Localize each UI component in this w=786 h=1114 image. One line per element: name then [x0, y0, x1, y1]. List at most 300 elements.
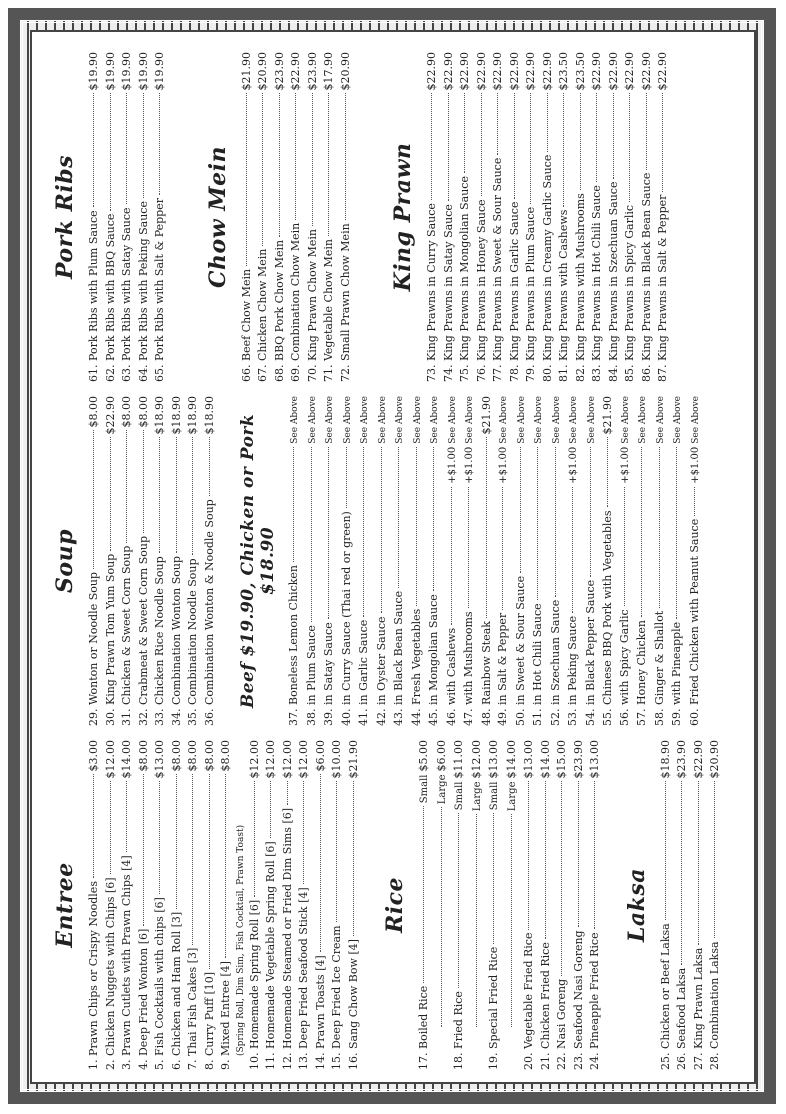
menu-item-name: 30. King Prawn Tom Yum Soup	[103, 553, 117, 726]
menu-item-name: 62. Pork Ribs with BBQ Sauce	[103, 213, 117, 382]
dot-leader	[448, 94, 449, 202]
menu-item-name: 45. in Mongolian Sauce	[427, 594, 440, 726]
section-title-soup: Soup	[52, 529, 78, 593]
column-middle	[46, 396, 704, 726]
menu-item-price: $18.90	[153, 396, 166, 435]
dot-leader	[431, 94, 432, 201]
menu-item-price: $13.00	[588, 740, 601, 779]
dot-leader	[464, 94, 465, 174]
menu-item	[152, 52, 169, 382]
dot-leader	[398, 447, 399, 588]
menu-item-price: $13.00	[153, 740, 166, 779]
dot-leader	[561, 782, 562, 976]
menu-item-name: 86. King Prawns in Black Bean Sauce	[639, 172, 653, 382]
menu-item	[329, 740, 346, 1070]
menu-item-name: 69. Combination Chow Mein	[289, 222, 302, 382]
menu-item-price: $12.00	[297, 740, 310, 779]
menu-item-price: $22.90	[524, 52, 537, 91]
dot-leader	[279, 94, 280, 237]
menu-item	[152, 740, 169, 1070]
menu-item-name: 51. in Hot Chili Sauce	[531, 603, 544, 726]
menu-item-price: See Above	[342, 396, 353, 444]
menu-item	[600, 396, 617, 726]
menu-item-name: 23. Seafood Nasi Goreng	[571, 930, 585, 1070]
menu-item-price: $12.00	[280, 740, 294, 779]
dot-leader	[676, 447, 677, 619]
dot-leader	[514, 94, 515, 199]
menu-item	[86, 396, 103, 726]
dot-leader	[607, 438, 608, 508]
menu-item	[346, 740, 363, 1070]
dot-leader	[416, 447, 417, 606]
dot-leader	[662, 94, 663, 192]
menu-item-price: $18.90	[202, 396, 216, 435]
menu-item-name: 27. King Prawn Laksa	[691, 947, 705, 1070]
dot-leader	[345, 94, 346, 221]
menu-item-name: 15. Deep Fried Ice Cream	[330, 925, 343, 1070]
menu-item-price: $23.90	[272, 52, 286, 91]
menu-item	[136, 740, 153, 1070]
menu-item-name: 63. Pork Ribs with Satay Sauce	[120, 207, 133, 382]
menu-item-price: $22.90	[491, 52, 504, 91]
menu-item-price: See Above	[620, 396, 631, 444]
menu-item-price: $12.00	[103, 740, 117, 779]
menu-item-price: See Above	[499, 396, 509, 444]
menu-item-price: See Above	[447, 396, 458, 444]
menu-item-size: Small	[419, 774, 430, 804]
menu-item	[374, 396, 392, 726]
menu-item	[639, 52, 656, 382]
menu-item-price: $11.00	[452, 740, 465, 779]
dot-leader	[336, 782, 337, 923]
dot-leader	[468, 487, 469, 609]
menu-item-price: $14.00	[120, 740, 133, 779]
section-title-laksa: Laksa	[623, 867, 650, 943]
menu-item-price: $21.90	[601, 396, 614, 435]
menu-item-name: 12. Homemade Steamed or Fried Dim Sims [6]	[280, 808, 294, 1070]
dot-leader	[143, 431, 144, 533]
dot-leader	[192, 438, 193, 556]
menu-item-price: $8.00	[136, 396, 150, 428]
menu-item-name: 68. BBQ Pork Chow Mein	[272, 239, 286, 382]
dot-leader	[520, 447, 521, 573]
menu-item-price: See Above	[586, 396, 597, 444]
menu-item	[255, 52, 272, 382]
menu-item	[239, 52, 256, 382]
menu-item-name: 58. Ginger & Shallot	[652, 610, 666, 726]
menu-item	[530, 396, 548, 726]
menu-item-name: 53. in Peking Sauce	[566, 615, 579, 726]
dot-leader	[93, 775, 94, 879]
menu-item	[416, 740, 434, 1070]
menu-item	[669, 396, 687, 726]
menu-item	[305, 52, 322, 382]
dot-leader	[254, 782, 255, 897]
menu-item	[474, 52, 491, 382]
menu-item	[513, 396, 531, 726]
menu-item-name: 43. in Black Bean Sauce	[392, 590, 405, 726]
menu-item	[556, 52, 573, 382]
soup-list	[86, 396, 218, 726]
menu-item-name: 64. Pork Ribs with Peking Sauce	[136, 201, 150, 382]
king-prawn-list	[424, 52, 672, 382]
dot-leader	[126, 431, 127, 543]
dot-leader	[578, 782, 579, 928]
menu-item-name: 11. Homemade Vegetable Spring Roll [6]	[264, 841, 277, 1070]
dot-leader	[665, 782, 666, 921]
menu-item	[687, 396, 705, 726]
dot-leader	[126, 782, 127, 853]
menu-item	[606, 52, 623, 382]
menu-item-name: 38. in Plum Sauce	[304, 625, 318, 726]
menu-item-price: See Above	[551, 396, 562, 444]
menu-item-price: $22.90	[639, 52, 653, 91]
menu-item-price: $22.90	[458, 52, 471, 91]
dot-leader	[511, 814, 512, 1027]
menu-item-name: 66. Beef Chow Mein	[239, 268, 253, 382]
dot-leader	[659, 447, 660, 608]
menu-item	[86, 52, 103, 382]
laksa-list	[658, 740, 724, 1070]
menu-item-price: $12.00	[469, 740, 483, 779]
menu-item-price: See Above	[690, 396, 701, 444]
dot-leader	[363, 447, 364, 617]
menu-item-size: Small	[489, 781, 500, 811]
menu-item	[587, 740, 604, 1070]
menu-item	[521, 740, 538, 1070]
menu-item	[444, 396, 462, 726]
menu-item	[409, 396, 427, 726]
dot-leader	[110, 94, 111, 211]
menu-item-name: 82. King Prawns with Mushrooms	[573, 193, 587, 382]
dot-leader	[714, 782, 715, 939]
menu-item	[321, 52, 338, 382]
column-left	[46, 740, 724, 1070]
menu-item	[263, 740, 280, 1070]
menu-item	[169, 740, 186, 1070]
menu-item	[321, 396, 339, 726]
dot-leader	[328, 447, 329, 619]
menu-item-price: $8.00	[202, 740, 216, 772]
menu-item-price: $19.90	[153, 52, 166, 91]
dot-leader	[572, 487, 573, 613]
dot-leader	[537, 447, 538, 601]
dot-leader	[225, 775, 226, 959]
section-title-chow-mein: Chow Mein	[204, 146, 231, 288]
section-title-entree: Entree	[52, 862, 78, 948]
menu-item-name: 56. with Spicy Garlic	[617, 609, 631, 726]
menu-item-price: $21.90	[239, 52, 253, 91]
menu-item-price: $22.90	[507, 52, 521, 91]
menu-item-name: 80. King Prawns in Creamy Garlic Sauce	[540, 154, 554, 382]
dot-leader	[159, 782, 160, 895]
dot-leader	[646, 94, 647, 170]
menu-item-surcharge: +$1.00	[619, 446, 631, 484]
menu-item	[658, 740, 675, 1070]
chow-mein-list	[239, 52, 355, 382]
menu-item-price: $22.90	[540, 52, 554, 91]
menu-item	[313, 740, 330, 1070]
dot-leader	[530, 94, 531, 204]
menu-item-name: 55. Chinese BBQ Pork with Vegetables	[601, 510, 614, 726]
menu-item	[424, 52, 441, 382]
dot-leader	[328, 94, 329, 237]
dot-leader	[126, 94, 127, 205]
dot-leader	[594, 782, 595, 930]
menu-item	[548, 396, 566, 726]
entree-list-2	[247, 740, 363, 1070]
menu-item-name: 61. Pork Ribs with Plum Sauce	[87, 210, 100, 382]
menu-item	[589, 52, 606, 382]
menu-item-name: 79. King Prawns in Plum Sauce	[524, 206, 537, 382]
menu-item	[554, 740, 571, 1070]
dot-leader	[381, 447, 382, 614]
column-right	[46, 52, 672, 382]
menu-item	[441, 52, 458, 382]
menu-item-name: 74. King Prawns in Satay Sauce	[441, 204, 455, 382]
mixed-entree-note: (Spring Roll, Dim Sim, Fish Cocktail, Prawn Toast)	[235, 824, 246, 1056]
menu-item-name: 20. Vegetable Fried Rice	[522, 932, 535, 1070]
dot-leader	[481, 94, 482, 197]
menu-item	[451, 740, 469, 1070]
menu-item	[136, 52, 153, 382]
dot-leader	[433, 447, 434, 591]
menu-item-name: 52. in Szechuan Sauce	[548, 599, 562, 726]
menu-item-size: Large	[471, 781, 483, 812]
menu-item	[286, 396, 304, 726]
menu-item	[655, 52, 672, 382]
menu-item	[103, 396, 120, 726]
menu-item	[119, 52, 136, 382]
menu-item	[296, 740, 313, 1070]
menu-item-name: 76. King Prawns in Honey Sauce	[474, 199, 488, 382]
menu-item	[103, 740, 120, 1070]
dot-leader	[624, 487, 625, 607]
menu-item-name: 37. Boneless Lemon Chicken	[287, 565, 300, 726]
menu-item-price: $13.00	[522, 740, 535, 779]
dot-leader	[486, 438, 487, 619]
dot-leader	[246, 94, 247, 266]
bcp-title-b: , Chicken or Pork	[238, 413, 258, 589]
dot-leader	[192, 775, 193, 945]
menu-item-name: 10. Homemade Spring Roll [6]	[247, 899, 261, 1070]
menu-item-price: See Above	[655, 396, 666, 444]
menu-item-name: 59. with Pineapple	[670, 621, 683, 726]
menu-item-name: 22. Nasi Goreng	[555, 978, 568, 1070]
menu-item-price: $22.90	[656, 52, 669, 91]
menu-item-price: $21.90	[346, 740, 360, 779]
dot-leader	[312, 94, 313, 227]
menu-item	[152, 396, 169, 726]
dot-leader	[681, 782, 682, 965]
menu-item	[486, 740, 504, 1070]
menu-item-name: 29. Wonton or Noodle Soup	[87, 572, 100, 726]
menu-item-name: 3. Prawn Cutlets with Prawn Chips [4]	[120, 855, 133, 1070]
dot-leader	[143, 94, 144, 199]
menu-item-price: See Above	[377, 396, 388, 444]
menu-item-price: See Above	[569, 396, 579, 444]
dot-leader	[176, 438, 177, 554]
menu-item-price: $19.90	[120, 52, 133, 91]
menu-item-price: $17.90	[322, 52, 335, 91]
menu-item-name: 26. Seafood Laksa	[675, 967, 688, 1070]
section-title-rice: Rice	[382, 876, 408, 934]
menu-item-price: See Above	[412, 396, 423, 444]
menu-item-price: $14.00	[504, 740, 518, 779]
menu-item-price: $8.00	[120, 396, 133, 428]
menu-item	[136, 396, 153, 726]
menu-item	[272, 52, 289, 382]
dot-leader	[555, 447, 556, 597]
menu-item-name: 5. Fish Cocktails with chips [6]	[153, 897, 166, 1070]
menu-item-name: 60. Fried Chicken with Peanut Sauce	[687, 518, 701, 726]
menu-item	[495, 396, 513, 726]
beef-chicken-pork-list	[286, 396, 704, 726]
menu-item-price: $8.00	[136, 740, 150, 772]
dot-leader	[93, 94, 94, 208]
menu-item-name: 75. King Prawns in Mongolian Sauce	[458, 176, 471, 382]
menu-item	[185, 740, 202, 1070]
menu-item-name: 8. Curry Puff [10]	[202, 971, 216, 1070]
menu-item-name: 6. Chicken and Ham Roll [3]	[169, 911, 183, 1070]
menu-item-name: 81. King Prawns with Cashews	[557, 209, 570, 382]
dot-leader	[311, 447, 312, 622]
menu-item-price: $22.90	[103, 396, 117, 435]
dot-leader	[563, 94, 564, 207]
menu-item-name: 25. Chicken or Beef Laksa	[658, 923, 672, 1070]
menu-item	[571, 740, 588, 1070]
menu-item-name: 35. Combination Noodle Soup	[186, 558, 199, 726]
dot-leader	[270, 782, 271, 839]
dot-leader	[353, 782, 354, 937]
dot-leader	[528, 782, 529, 930]
menu-item-price: $23.90	[675, 740, 688, 779]
rice-list	[416, 740, 604, 1070]
dot-leader	[209, 775, 210, 969]
menu-item-name: 48. Rainbow Steak	[479, 621, 493, 726]
dot-leader	[320, 775, 321, 953]
dot-leader	[493, 813, 494, 944]
menu-item-price: $19.90	[136, 52, 150, 91]
menu-item-name: 14. Prawn Toasts [4]	[313, 955, 327, 1070]
menu-item-price: $8.00	[219, 740, 232, 772]
bcp-title-a: Beef	[238, 656, 258, 709]
menu-item	[356, 396, 374, 726]
menu-item-name: 36. Combination Wonton & Noodle Soup	[202, 499, 216, 726]
menu-item-price: $8.00	[169, 740, 183, 772]
menu-item-name: 83. King Prawns in Hot Chili Sauce	[590, 185, 603, 382]
dot-leader	[629, 94, 630, 202]
menu-item	[490, 52, 507, 382]
menu-item-name: 42. in Oyster Sauce	[374, 616, 388, 726]
menu-item-name: 2. Chicken Nuggets with Chips [6]	[103, 877, 117, 1070]
menu-item-price: $6.00	[434, 740, 448, 772]
rotated-menu-content	[32, 34, 754, 1084]
menu-item-name: 34. Combination Wonton Soup	[169, 556, 183, 726]
menu-item-name: 19. Special Fried Rice	[487, 946, 500, 1070]
menu-item	[218, 740, 235, 1070]
menu-item-surcharge: +$1.00	[498, 446, 509, 484]
menu-item-price: $13.00	[487, 740, 500, 779]
menu-item-name: 18. Fried Rice	[452, 991, 465, 1070]
dot-leader	[423, 806, 424, 983]
menu-item	[247, 740, 264, 1070]
dot-leader	[262, 94, 263, 246]
menu-item-name: 17. Boiled Rice	[417, 985, 430, 1070]
menu-item-price: $5.00	[417, 740, 430, 772]
menu-item-price: $20.90	[256, 52, 269, 91]
bcp-price-a: $19.90	[238, 588, 258, 657]
menu-item-price: $8.00	[186, 740, 199, 772]
menu-item-price: $20.90	[708, 740, 721, 779]
menu-item-price: $15.00	[555, 740, 568, 779]
menu-item-name: 1. Prawn Chips or Crispy Noodles	[87, 881, 100, 1070]
menu-item	[103, 52, 120, 382]
menu-item-name: 70. King Prawn Chow Mein	[305, 229, 319, 382]
dot-leader	[590, 447, 591, 577]
menu-item	[507, 52, 524, 382]
dot-leader	[93, 431, 94, 570]
dot-leader	[110, 782, 111, 875]
dot-leader	[143, 775, 144, 926]
entree-list	[86, 740, 235, 1070]
menu-item	[565, 396, 583, 726]
menu-item-price: $20.90	[338, 52, 352, 91]
pork-ribs-list	[86, 52, 169, 382]
dot-leader	[545, 782, 546, 940]
menu-item-name: 31. Chicken & Sweet Corn Soup	[120, 545, 133, 726]
menu-item-price: $23.90	[571, 740, 585, 779]
dot-leader	[209, 438, 210, 497]
menu-item	[691, 740, 708, 1070]
section-title-king-prawn: King Prawn	[390, 142, 416, 292]
bcp-price-b: $18.90	[258, 526, 278, 596]
menu-item-price: See Above	[325, 396, 335, 444]
menu-item-name: 49. in Salt & Pepper	[496, 612, 509, 726]
dot-leader	[596, 94, 597, 183]
menu-item	[674, 740, 691, 1070]
menu-item-price: See Above	[638, 396, 648, 444]
menu-item-size: Large	[506, 781, 518, 812]
menu-item-name: 67. Chicken Chow Mein	[256, 248, 269, 382]
menu-item	[583, 396, 601, 726]
menu-item-price: $22.90	[425, 52, 438, 91]
menu-item-price: $22.90	[623, 52, 636, 91]
menu-item-price: $22.90	[441, 52, 455, 91]
menu-item-name: 13. Deep Fried Seafood Stick [4]	[297, 887, 310, 1070]
menu-item	[304, 396, 322, 726]
dot-leader	[641, 447, 642, 617]
dot-leader	[613, 94, 614, 179]
menu-item-price: $18.90	[658, 740, 672, 779]
menu-item-name: 78. King Prawns in Garlic Sauce	[507, 201, 521, 382]
menu-item	[288, 52, 305, 382]
dot-leader	[159, 438, 160, 554]
menu-item-price: $18.90	[169, 396, 183, 435]
menu-item	[202, 396, 219, 726]
menu-item-name: 9. Mixed Entree [4]	[219, 961, 232, 1070]
dot-leader	[110, 438, 111, 551]
menu-item-price: $22.90	[474, 52, 488, 91]
menu-item-surcharge: +$1.00	[689, 446, 701, 484]
menu-item	[339, 396, 357, 726]
menu-item	[338, 52, 355, 382]
dot-leader	[502, 487, 503, 610]
menu-item-name: 71. Vegetable Chow Mein	[322, 239, 335, 382]
menu-item-name: 39. in Satay Sauce	[322, 622, 335, 726]
menu-item-price: $8.00	[87, 396, 100, 428]
menu-item-name: 7. Thai Fish Cakes [3]	[186, 947, 199, 1070]
